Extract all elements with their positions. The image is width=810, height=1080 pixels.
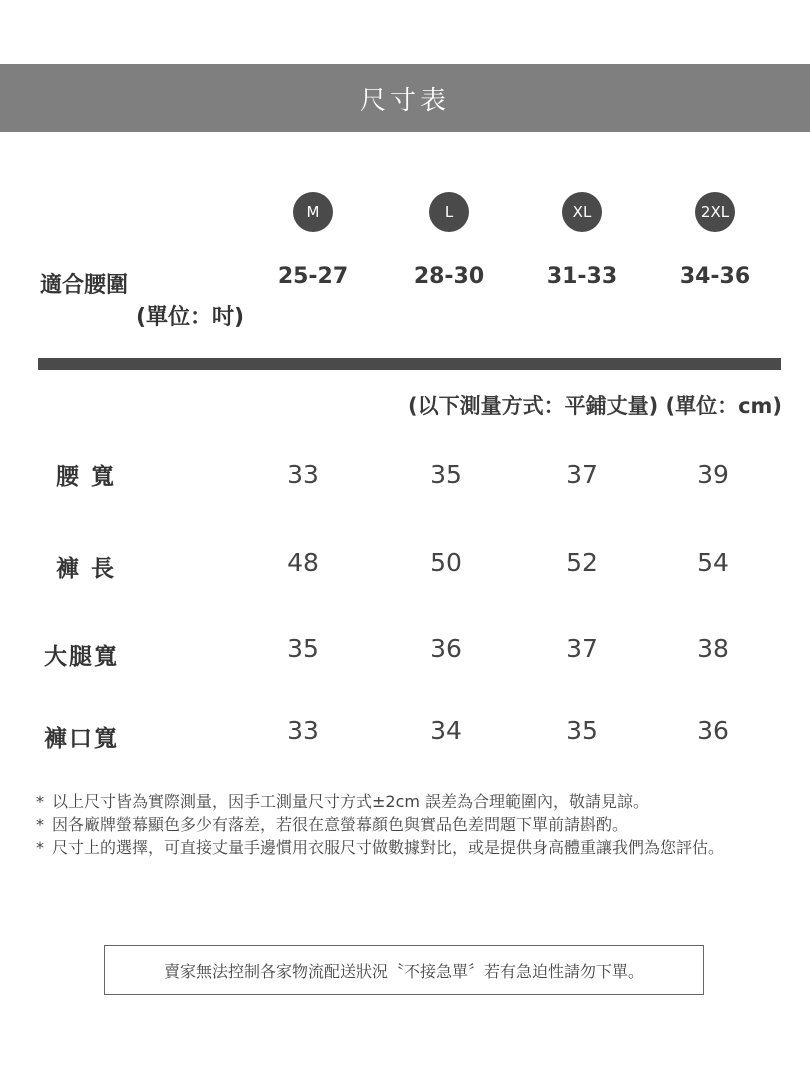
waist-range-2xl: 34-36	[679, 264, 751, 289]
value-cell: 48	[287, 548, 319, 577]
value-cell: 35	[287, 634, 319, 663]
value-cell: 54	[697, 548, 729, 577]
note-item	[36, 790, 796, 813]
shipping-notice-box	[104, 945, 704, 995]
note-bullet: *	[36, 815, 44, 834]
waist-range-xl: 31-33	[546, 264, 618, 289]
value-cell: 52	[566, 548, 598, 577]
waist-range-m: 25-27	[277, 264, 349, 289]
value-cell: 38	[697, 634, 729, 663]
row-label-thigh-width: 大腿寬	[44, 644, 119, 670]
waist-range-l: 28-30	[413, 264, 485, 289]
note-item	[36, 836, 796, 859]
note-bullet: *	[36, 792, 44, 811]
note-item	[36, 813, 796, 836]
page-title: 尺寸表	[359, 85, 450, 116]
size-badge-l: L	[429, 192, 469, 232]
value-cell: 36	[430, 634, 462, 663]
note-text: 以上尺寸皆為實際測量，因手工測量尺寸方式±2cm 誤差為合理範圍內，敬請見諒。	[52, 792, 650, 811]
value-cell: 34	[430, 716, 462, 745]
section-divider	[38, 358, 781, 370]
value-cell: 35	[430, 460, 462, 489]
value-cell: 33	[287, 460, 319, 489]
value-cell: 37	[566, 634, 598, 663]
note-bullet: *	[36, 838, 44, 857]
shipping-notice-text: 賣家無法控制各家物流配送狀況〝不接急單〞若有急迫性請勿下單。	[163, 961, 644, 981]
fit-waist-unit: (單位：吋)	[136, 305, 245, 330]
size-badge-m: M	[293, 192, 333, 232]
value-cell: 39	[697, 460, 729, 489]
value-cell: 35	[566, 716, 598, 745]
value-cell: 50	[430, 548, 462, 577]
size-badge-xl: XL	[562, 192, 602, 232]
size-chart-header	[0, 64, 810, 132]
note-text: 尺寸上的選擇，可直接丈量手邊慣用衣服尺寸做數據對比，或是提供身高體重讓我們為您評估。	[52, 838, 725, 857]
fit-waist-label: 適合腰圍	[40, 273, 129, 298]
notes-section	[36, 790, 796, 859]
measure-method-note: (以下測量方式：平鋪丈量) (單位：cm)	[407, 394, 782, 418]
value-cell: 36	[697, 716, 729, 745]
note-text: 因各廠牌螢幕顯色多少有落差，若很在意螢幕顏色與實品色差問題下單前請斟酌。	[52, 815, 629, 834]
row-label-pants-length: 褲 長	[56, 556, 117, 582]
size-badge-2xl: 2XL	[695, 192, 735, 232]
value-cell: 33	[287, 716, 319, 745]
row-label-hem-width: 褲口寬	[44, 726, 119, 752]
value-cell: 37	[566, 460, 598, 489]
row-label-waist-width: 腰 寬	[56, 464, 117, 490]
